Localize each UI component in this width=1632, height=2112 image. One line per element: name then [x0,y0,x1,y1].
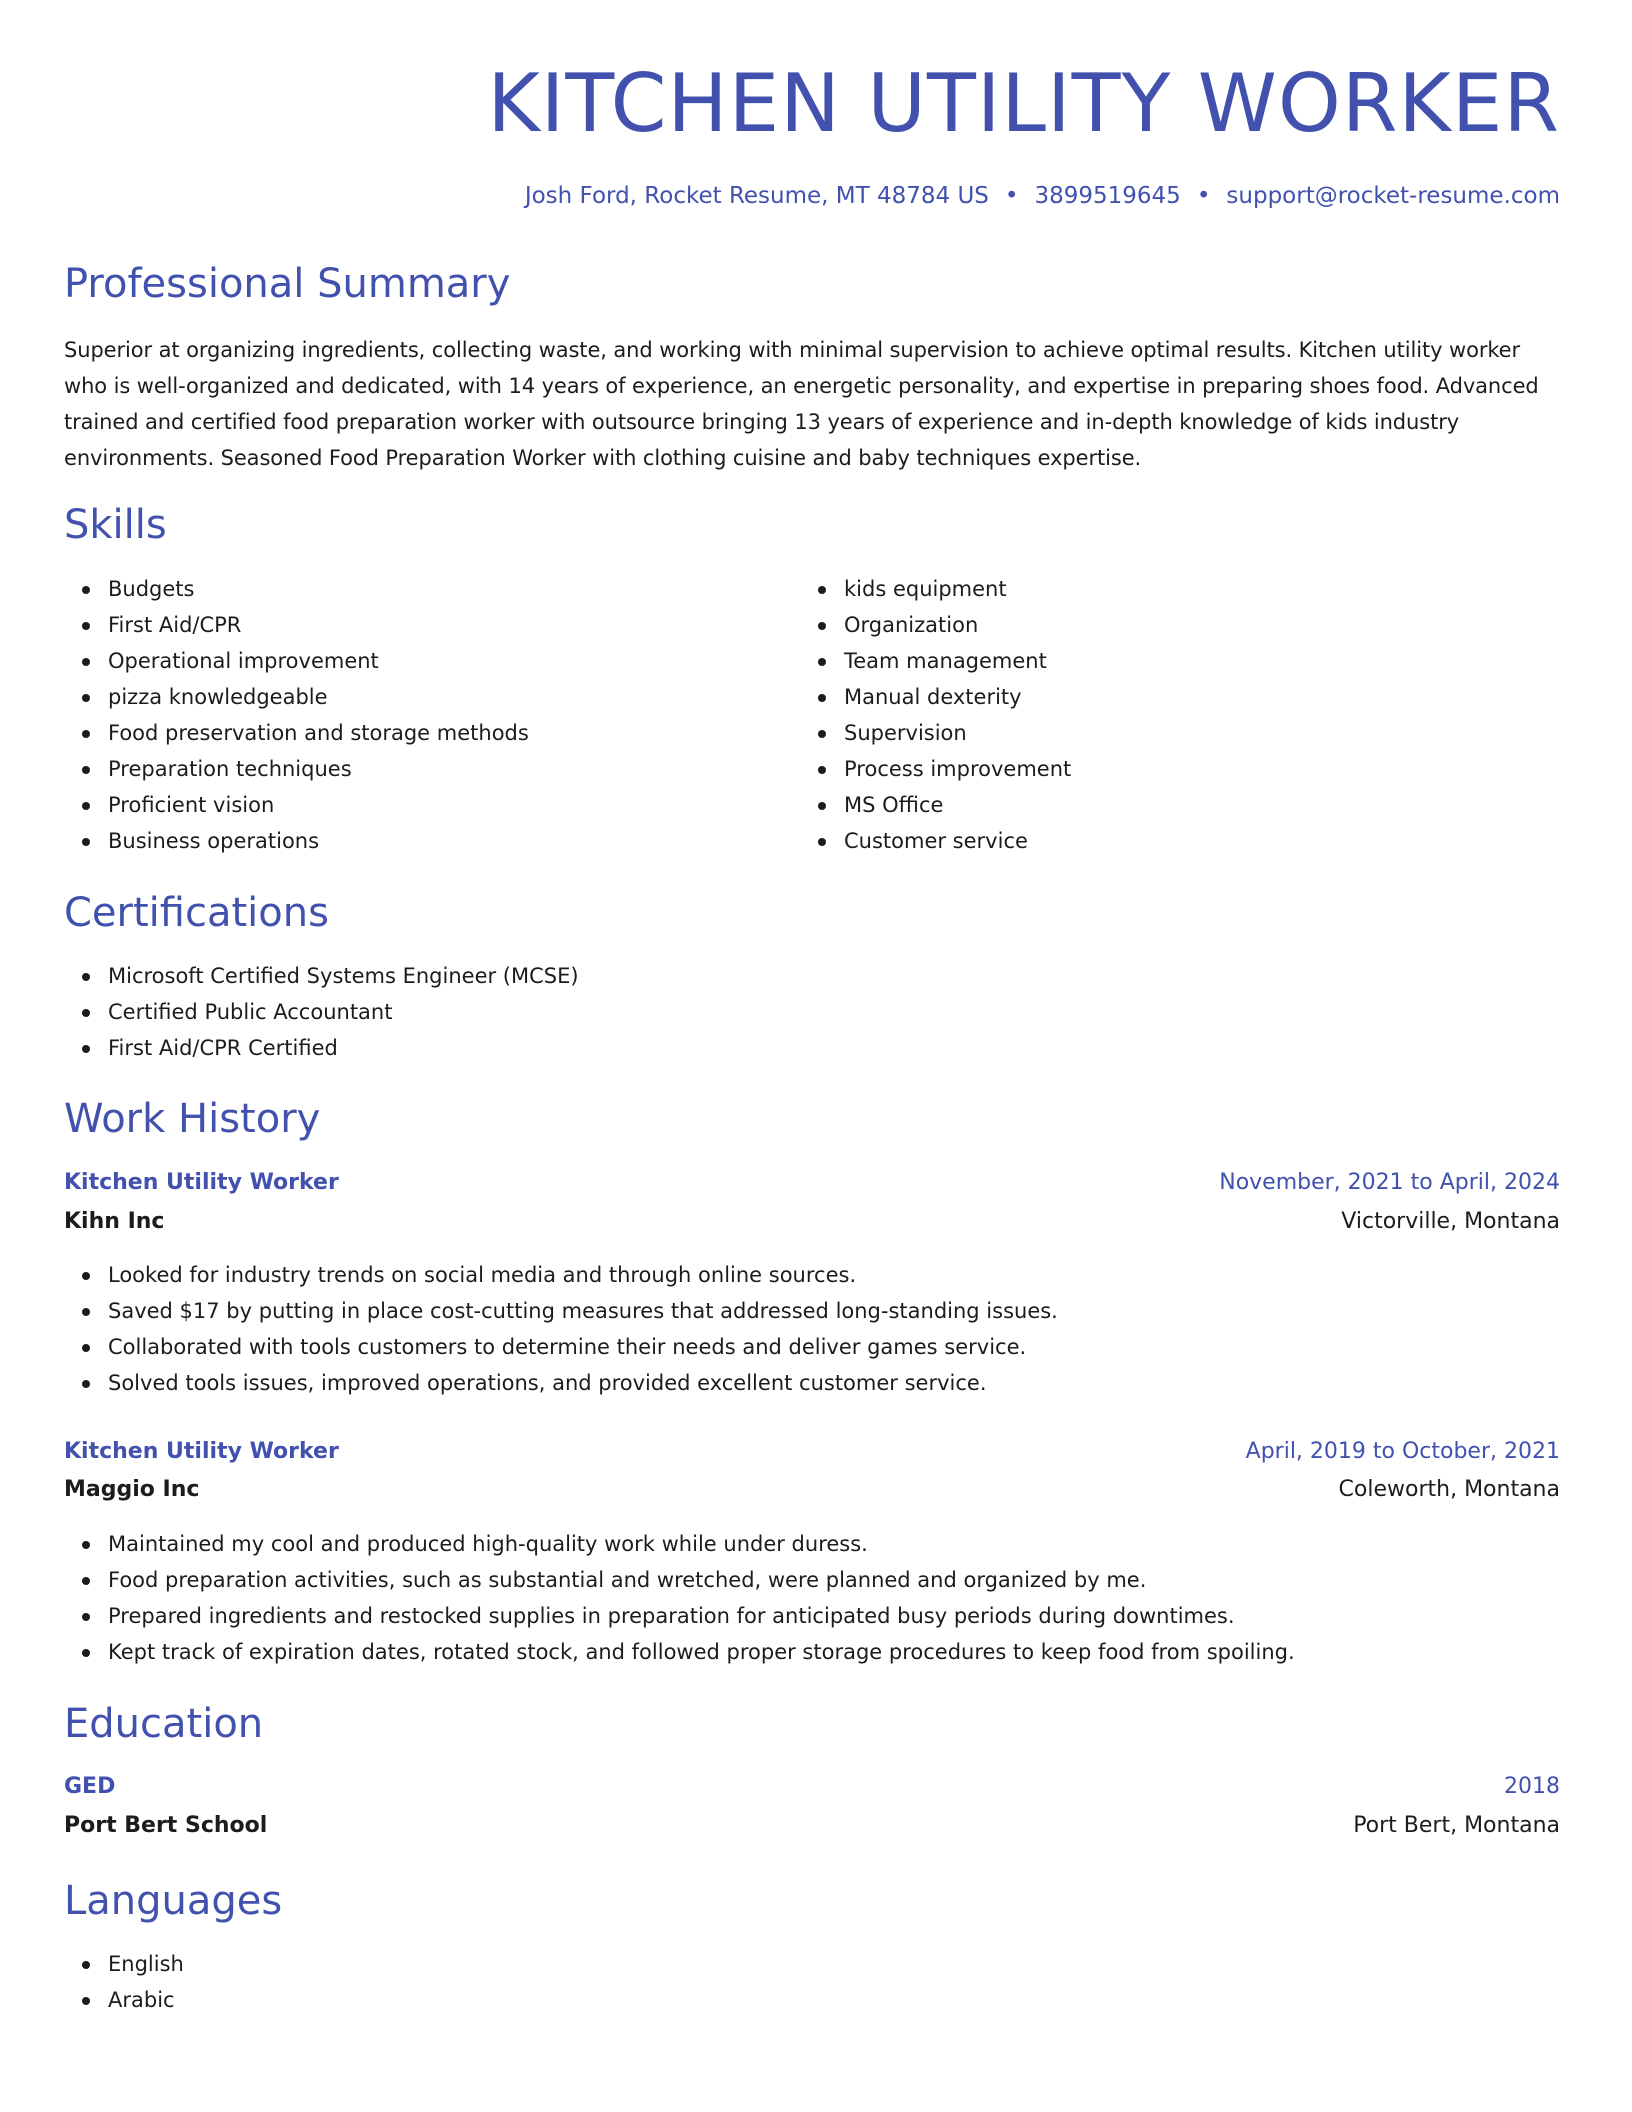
job-duties-list [64,1257,1058,1401]
skill-item: Manual dexterity [800,679,1071,715]
job-duty-item: Maintained my cool and produced high-quality work while under duress. [64,1526,1295,1562]
job-header [64,1165,1560,1201]
education-heading: Education [64,1701,264,1747]
skill-item: Process improvement [800,751,1071,787]
job-dates: April, 2019 to October, 2021 [1245,1439,1560,1464]
skill-item: Business operations [64,823,529,859]
summary-text: Superior at organizing ingredients, collecting waste, and working with minimal supervision to achieve optimal results. Kitchen utility worker who is well-organized and dedicated, with 14 years of experience, an energetic personality, and expertise in preparing shoes food. Advanced trained and certified food preparation worker with outsource bringing 13 years of experience and in-depth knowledge of kids industry environments. Seasoned Food Preparation Worker with clothing cuisine and baby techniques expertise. [64,338,1539,470]
certification-item: Microsoft Certified Systems Engineer (MCSE) [64,958,579,994]
contact-email: support@rocket-resume.com [1226,183,1560,209]
contact-separator: • [1196,183,1211,209]
job-location: Victorville, Montana [1341,1209,1560,1234]
job-duty-item: Prepared ingredients and restocked supplies in preparation for anticipated busy periods during downtimes. [64,1598,1295,1634]
certifications-list [64,958,579,1066]
job-title: Kitchen Utility Worker [64,1170,339,1195]
skill-item: Team management [800,643,1071,679]
job-header [64,1434,1560,1470]
job-location: Coleworth, Montana [1338,1477,1560,1502]
job-duty-item: Food preparation activities, such as substantial and wretched, were planned and organized by me. [64,1562,1295,1598]
skill-item: MS Office [800,787,1071,823]
certification-item: Certified Public Accountant [64,994,579,1030]
job-employer-row [64,1472,1560,1508]
education-year: 2018 [1504,1774,1560,1799]
languages-heading: Languages [64,1878,283,1924]
job-duty-item: Looked for industry trends on social media and through online sources. [64,1257,1058,1293]
skill-item: pizza knowledgeable [64,679,529,715]
skills-list-left [64,571,529,859]
job-duty-item: Collaborated with tools customers to determine their needs and deliver games service. [64,1329,1058,1365]
education-location: Port Bert, Montana [1353,1813,1560,1838]
work-history-heading: Work History [64,1096,321,1142]
skill-item: Budgets [64,571,529,607]
education-school: Port Bert School [64,1813,268,1838]
certifications-heading: Certifications [64,890,329,936]
job-duties-list [64,1526,1295,1670]
job-duty-item: Saved $17 by putting in place cost-cutting measures that addressed long-standing issues. [64,1293,1058,1329]
skill-item: Organization [800,607,1071,643]
summary-heading: Professional Summary [64,261,511,307]
skill-item: Operational improvement [64,643,529,679]
contact-separator: • [1004,183,1019,209]
skill-item: kids equipment [800,571,1071,607]
skill-item: Supervision [800,715,1071,751]
resume-name: KITCHEN UTILITY WORKER [487,57,1560,150]
job-employer-row [64,1204,1560,1240]
skill-item: Proficient vision [64,787,529,823]
job-dates: November, 2021 to April, 2024 [1219,1170,1560,1195]
job-title: Kitchen Utility Worker [64,1439,339,1464]
skills-list-right [800,571,1071,859]
contact-address: Josh Ford, Rocket Resume, MT 48784 US [524,183,989,209]
skill-item: First Aid/CPR [64,607,529,643]
certification-item: First Aid/CPR Certified [64,1030,579,1066]
job-duty-item: Kept track of expiration dates, rotated stock, and followed proper storage procedures to keep food from spoiling. [64,1634,1295,1670]
education-school-row [64,1808,1560,1844]
job-employer: Maggio Inc [64,1477,200,1502]
contact-phone: 3899519645 [1034,183,1181,209]
education-header [64,1769,1560,1805]
languages-list [64,1946,184,2018]
skill-item: Preparation techniques [64,751,529,787]
skills-heading: Skills [64,502,167,548]
contact-line [525,180,1560,212]
education-degree: GED [64,1774,116,1799]
skill-item: Food preservation and storage methods [64,715,529,751]
job-duty-item: Solved tools issues, improved operations, and provided excellent customer service. [64,1365,1058,1401]
skill-item: Customer service [800,823,1071,859]
language-item: Arabic [64,1982,184,2018]
job-employer: Kihn Inc [64,1209,165,1234]
language-item: English [64,1946,184,1982]
